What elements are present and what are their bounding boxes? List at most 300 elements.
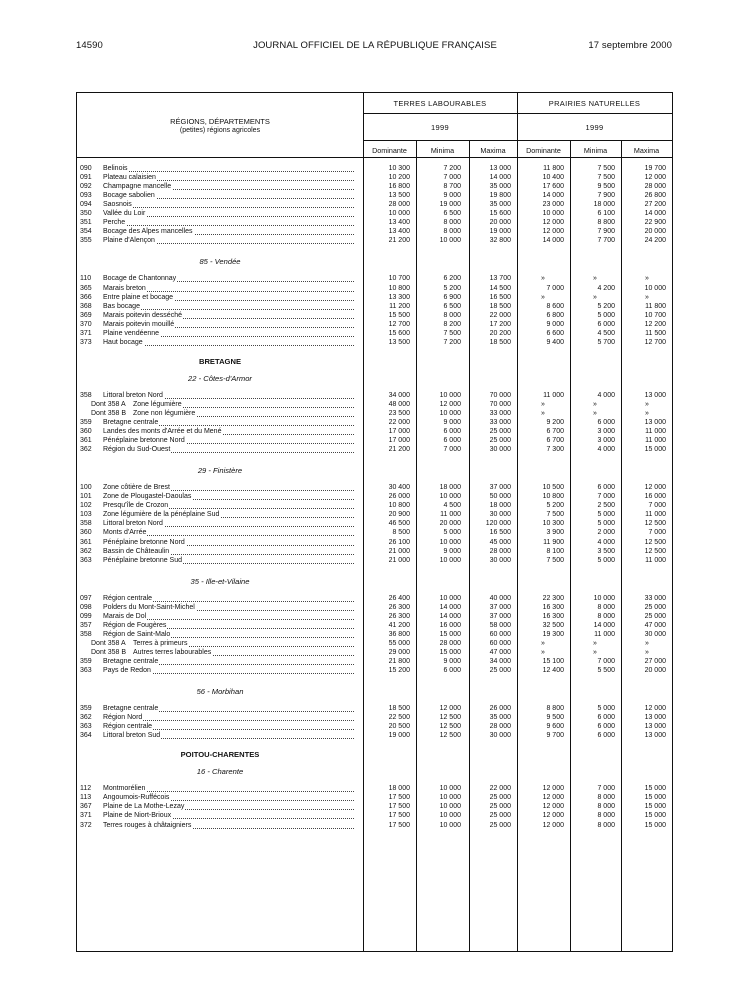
value-cell: 17 500: [388, 803, 410, 811]
region-code: 350: [80, 210, 92, 218]
value-cell: 26 400: [388, 594, 410, 602]
region-name: [103, 731, 358, 740]
region-name-text: Monts d'Arrée: [103, 529, 147, 537]
dot-leader: [103, 207, 354, 208]
region-name: [103, 784, 358, 793]
value-cell: 10 000: [593, 594, 615, 602]
region-code: 091: [80, 174, 92, 182]
value-cell: 21 800: [388, 658, 410, 665]
value-cell: 55 000: [388, 639, 410, 647]
region-code: 370: [80, 320, 92, 328]
value-cell: 17 500: [388, 812, 410, 820]
value-cell: »: [541, 648, 545, 656]
region-name: [103, 594, 358, 603]
value-cell: 17 600: [542, 183, 564, 191]
value-cell: 14 000: [644, 210, 666, 218]
value-cell: 10 000: [439, 594, 461, 602]
value-cell: 11 000: [645, 437, 666, 445]
value-cell: 47 000: [644, 621, 666, 629]
value-cell: 28 000: [388, 201, 410, 209]
region-name-text: Bassin de Châteaulin: [103, 547, 170, 555]
region-name-text: Plateau calaisien: [103, 174, 156, 182]
value-cell: 3 000: [597, 428, 615, 436]
value-cell: 10 700: [644, 311, 666, 319]
region-name-text: Zone légumière: [133, 400, 182, 408]
table-row: [77, 483, 672, 492]
table-row: [77, 501, 672, 510]
value-cell: 15 100: [542, 658, 564, 665]
value-cell: 12 500: [644, 547, 666, 555]
value-cell: 2 500: [597, 502, 615, 510]
value-cell: 3 500: [597, 547, 615, 555]
value-cell: 35 000: [489, 183, 511, 191]
table-row: [77, 811, 672, 820]
value-cell: 13 400: [388, 219, 410, 227]
value-cell: 15 000: [644, 821, 666, 829]
table-row: [77, 302, 672, 311]
region-code: 357: [80, 621, 92, 629]
value-cell: 9 000: [443, 658, 461, 665]
region-code: 101: [80, 493, 92, 501]
value-cell: 10 000: [439, 237, 461, 245]
value-cell: 10 000: [439, 391, 461, 399]
value-cell: 22 000: [489, 311, 511, 319]
value-cell: 11 900: [543, 538, 564, 546]
table-row: [77, 621, 672, 630]
value-cell: 45 000: [489, 538, 511, 546]
region-name: [103, 621, 358, 630]
value-cell: 10 300: [542, 520, 564, 528]
value-cell: 14 000: [489, 174, 511, 182]
region-name: [103, 793, 358, 802]
region-name-text: Pénéplaine bretonne Nord: [103, 437, 185, 445]
value-cell: 7 300: [546, 446, 564, 454]
value-cell: 36 800: [388, 630, 410, 638]
region-code: 362: [80, 547, 92, 555]
value-cell: 10 000: [439, 803, 461, 811]
region-name: [103, 519, 358, 528]
region-code: 358: [80, 630, 92, 638]
table-row: [77, 630, 672, 639]
value-cell: 10 200: [388, 174, 410, 182]
value-cell: 13 000: [644, 714, 666, 722]
region-name: [103, 338, 358, 347]
value-cell: 5 000: [597, 511, 615, 519]
table-row: [77, 311, 672, 320]
region-name: [103, 320, 358, 329]
value-cell: 12 000: [439, 400, 461, 408]
value-cell: 14 000: [439, 612, 461, 620]
table-row: [77, 594, 672, 603]
value-cell: 6 000: [443, 428, 461, 436]
region-code: 366: [80, 293, 92, 301]
department-heading: 29 - Finistère: [197, 466, 243, 476]
value-cell: 30 000: [644, 630, 666, 638]
table-row: [77, 409, 672, 418]
value-cell: 5 000: [597, 520, 615, 528]
value-cell: »: [541, 275, 545, 283]
value-cell: 6 000: [597, 419, 615, 426]
region-name: [103, 704, 358, 713]
value-cell: 15 000: [644, 785, 666, 793]
table-row: [77, 173, 672, 182]
value-cell: 9 500: [546, 714, 564, 722]
value-cell: 9 000: [443, 192, 461, 200]
region-name-text: Région de Fougères: [103, 621, 167, 629]
table-row: [77, 191, 672, 200]
header-rule: [77, 157, 672, 158]
region-name: [103, 418, 358, 427]
region-code: 351: [80, 219, 92, 227]
value-cell: 9 000: [443, 547, 461, 555]
value-cell: 12 500: [439, 714, 461, 722]
region-name-text: Bocage des Alpes mancelles: [103, 228, 193, 236]
region-code: 097: [80, 594, 92, 602]
value-cell: 16 800: [388, 183, 410, 191]
value-cell: 14 000: [542, 192, 564, 200]
value-cell: 12 000: [644, 174, 666, 182]
value-cell: 11 800: [645, 302, 666, 310]
table-row: [77, 666, 672, 675]
value-cell: 7 900: [597, 228, 615, 236]
region-name: [103, 492, 358, 501]
header-rule: [363, 113, 672, 114]
value-cell: 7 500: [443, 329, 461, 337]
region-name-text: Littoral breton Sud: [103, 732, 161, 740]
value-cell: 19 800: [489, 192, 511, 200]
region-name-text: Littoral breton Nord: [103, 520, 163, 528]
value-cell: 6 700: [546, 437, 564, 445]
region-name-text: Polders du Mont-Saint-Michel: [103, 603, 195, 611]
value-cell: 9 400: [546, 338, 564, 346]
value-cell: 11 000: [645, 511, 666, 519]
region-name: [133, 400, 358, 409]
value-cell: 5 200: [443, 284, 461, 292]
value-cell: 6 000: [597, 732, 615, 740]
header-rule: [363, 140, 672, 141]
table-row: [77, 200, 672, 209]
journal-title: JOURNAL OFFICIEL DE LA RÉPUBLIQUE FRANÇAISE: [253, 40, 497, 51]
department-heading: 85 - Vendée: [199, 257, 241, 267]
value-cell: 7 200: [443, 338, 461, 346]
value-cell: 18 500: [388, 705, 410, 713]
value-cell: 21 000: [388, 556, 410, 564]
table-row: [77, 793, 672, 802]
region-code: 368: [80, 302, 92, 310]
region-name-text: Entre plaine et bocage: [103, 293, 174, 301]
value-cell: 7 000: [597, 658, 615, 665]
region-name-text: Autres terres labourables: [133, 648, 212, 656]
value-cell: 15 000: [439, 648, 461, 656]
region-name: [103, 538, 358, 547]
value-cell: 10 800: [388, 502, 410, 510]
value-cell: »: [593, 275, 597, 283]
region-name: [103, 821, 358, 830]
region-name-text: Littoral breton Nord: [103, 391, 163, 399]
value-cell: 8 000: [597, 812, 615, 820]
table-row: [77, 722, 672, 731]
region-name-text: Vallée du Loir: [103, 210, 146, 218]
value-cell: 10 000: [439, 493, 461, 501]
region-code: 102: [80, 502, 92, 510]
region-code: 093: [80, 192, 92, 200]
value-cell: 8 200: [443, 320, 461, 328]
value-cell: 13 000: [644, 723, 666, 731]
value-cell: 11 000: [440, 511, 461, 519]
value-cell: 4 500: [443, 502, 461, 510]
value-cell: 9 600: [546, 723, 564, 731]
value-cell: 6 000: [443, 437, 461, 445]
region-name: [103, 218, 358, 227]
value-cell: 8 000: [597, 821, 615, 829]
value-cell: »: [645, 648, 649, 656]
value-cell: 13 000: [644, 732, 666, 740]
value-cell: 12 000: [439, 705, 461, 713]
value-cell: 12 700: [388, 320, 410, 328]
value-cell: 37 000: [489, 603, 511, 611]
region-name: [103, 445, 358, 454]
table-row: [77, 236, 672, 245]
value-cell: 26 000: [489, 705, 511, 713]
value-cell: 6 000: [597, 484, 615, 492]
value-cell: 34 000: [489, 658, 511, 665]
table-row: [77, 164, 672, 173]
value-cell: 48 000: [388, 400, 410, 408]
value-cell: 30 000: [489, 511, 511, 519]
value-cell: 40 000: [489, 594, 511, 602]
value-cell: 50 000: [489, 493, 511, 501]
region-name: [103, 722, 358, 731]
value-cell: 20 000: [489, 219, 511, 227]
value-cell: 22 000: [489, 785, 511, 793]
region-name-text: Angoumois-Ruffécois: [103, 794, 170, 802]
value-cell: 4 000: [597, 446, 615, 454]
region-name-text: Bretagne centrale: [103, 419, 159, 426]
region-name: [103, 284, 358, 293]
region-code: 358: [80, 520, 92, 528]
value-cell: 18 000: [388, 785, 410, 793]
value-cell: 26 800: [644, 192, 666, 200]
value-cell: 10 000: [439, 538, 461, 546]
table-row: [77, 436, 672, 445]
group-title-terres-labourables: TERRES LABOURABLES: [393, 99, 487, 108]
region-name-text: Marais breton: [103, 284, 146, 292]
value-cell: 35 000: [489, 714, 511, 722]
value-cell: 6 000: [597, 714, 615, 722]
table-row: [77, 284, 672, 293]
department-heading: 56 - Morbihan: [196, 687, 244, 697]
value-cell: 9 700: [546, 732, 564, 740]
region-name: [103, 236, 358, 245]
value-cell: 58 000: [489, 621, 511, 629]
dot-leader: [103, 171, 354, 172]
value-cell: 25 000: [644, 612, 666, 620]
region-code: 103: [80, 511, 92, 519]
region-name: [103, 713, 358, 722]
value-cell: 6 200: [443, 275, 461, 283]
value-cell: 30 400: [388, 484, 410, 492]
region-name: [103, 329, 358, 338]
value-cell: 14 000: [593, 621, 615, 629]
value-cell: 5 500: [597, 667, 615, 675]
value-cell: 30 000: [489, 556, 511, 564]
value-cell: 8 800: [597, 219, 615, 227]
value-cell: 6 800: [546, 311, 564, 319]
region-name: [133, 648, 358, 657]
region-name: [103, 612, 358, 621]
value-cell: 25 000: [489, 667, 511, 675]
group-year: 1999: [585, 123, 604, 132]
value-cell: »: [645, 639, 649, 647]
value-cell: 4 200: [597, 284, 615, 292]
region-code: 358: [80, 391, 92, 399]
region-code: Dont 358 A: [91, 400, 126, 408]
table-row: [77, 320, 672, 329]
value-cell: »: [593, 639, 597, 647]
region-code: 363: [80, 556, 92, 564]
region-name-text: Bas bocage: [103, 302, 140, 310]
value-cell: »: [593, 293, 597, 301]
region-name-text: Montmorélien: [103, 785, 146, 793]
value-cell: »: [593, 400, 597, 408]
region-code: 365: [80, 284, 92, 292]
value-cell: 6 000: [597, 320, 615, 328]
value-cell: 13 000: [644, 391, 666, 399]
value-cell: 10 500: [542, 484, 564, 492]
value-cell: 12 500: [439, 732, 461, 740]
value-cell: 12 200: [644, 320, 666, 328]
value-cell: 60 000: [489, 630, 511, 638]
region-code: 359: [80, 658, 92, 665]
region-name-text: Terres à primeurs: [133, 639, 188, 647]
region-code: 362: [80, 446, 92, 454]
region-name: [103, 811, 358, 820]
subcol-header: Maxima: [480, 146, 506, 155]
table-row: [77, 274, 672, 283]
value-cell: 16 500: [489, 293, 511, 301]
value-cell: 15 000: [644, 803, 666, 811]
table-row: [77, 802, 672, 811]
region-code: 371: [80, 812, 92, 820]
value-cell: 41 200: [388, 621, 410, 629]
value-cell: 10 300: [388, 165, 410, 172]
value-cell: 8 000: [443, 311, 461, 319]
value-cell: 19 000: [439, 201, 461, 209]
region-name-text: Haut bocage: [103, 338, 143, 346]
value-cell: 6 500: [443, 210, 461, 218]
value-cell: 2 000: [597, 529, 615, 537]
value-cell: 23 000: [542, 201, 564, 209]
region-name-text: Zone légumière de la pénéplaine Sud: [103, 511, 220, 519]
value-cell: 8 100: [546, 547, 564, 555]
value-cell: 12 000: [542, 812, 564, 820]
value-cell: »: [645, 400, 649, 408]
value-cell: 60 000: [489, 639, 511, 647]
value-cell: 34 000: [388, 391, 410, 399]
value-cell: 12 000: [542, 794, 564, 802]
region-code: 363: [80, 723, 92, 731]
value-cell: 15 000: [644, 446, 666, 454]
table-row: [77, 603, 672, 612]
value-cell: 13 300: [388, 293, 410, 301]
region-code: 098: [80, 603, 92, 611]
region-name: [103, 556, 358, 565]
region-name-text: Région Nord: [103, 714, 143, 722]
table-row: [77, 657, 672, 666]
value-cell: 19 000: [388, 732, 410, 740]
value-cell: »: [541, 639, 545, 647]
value-cell: 26 100: [388, 538, 410, 546]
subcol-header: Dominante: [372, 146, 407, 155]
value-cell: 7 200: [443, 165, 461, 172]
region-code: 362: [80, 714, 92, 722]
subcol-header: Minima: [583, 146, 608, 155]
value-cell: 18 000: [489, 502, 511, 510]
value-cell: 9 000: [443, 419, 461, 426]
value-cell: 19 300: [542, 630, 564, 638]
value-cell: 11 000: [645, 428, 666, 436]
value-cell: 13 000: [644, 419, 666, 426]
value-cell: 7 000: [597, 493, 615, 501]
region-code: 363: [80, 667, 92, 675]
table-row: [77, 528, 672, 537]
region-code: 099: [80, 612, 92, 620]
region-code: 355: [80, 237, 92, 245]
value-cell: 4 000: [597, 538, 615, 546]
region-name-text: Presqu'île de Crozon: [103, 502, 169, 510]
value-cell: 7 900: [597, 192, 615, 200]
value-cell: 25 000: [489, 821, 511, 829]
value-cell: 9 000: [546, 320, 564, 328]
value-cell: »: [541, 409, 545, 417]
value-cell: 15 600: [489, 210, 511, 218]
region-name: [103, 209, 358, 218]
value-cell: 13 500: [388, 338, 410, 346]
value-cell: 12 000: [644, 484, 666, 492]
region-code: 369: [80, 311, 92, 319]
table-row: [77, 492, 672, 501]
value-cell: 8 600: [546, 302, 564, 310]
value-cell: 12 500: [644, 520, 666, 528]
value-cell: 5 000: [597, 556, 615, 564]
value-cell: 13 500: [388, 192, 410, 200]
value-cell: 17 500: [388, 794, 410, 802]
region-name-text: Champagne mancelle: [103, 183, 172, 191]
table-row: [77, 784, 672, 793]
table-row: [77, 182, 672, 191]
value-cell: 8 000: [597, 803, 615, 811]
region-name: [103, 483, 358, 492]
table-row: [77, 445, 672, 454]
value-cell: 8 700: [443, 183, 461, 191]
region-name-text: Bretagne centrale: [103, 705, 159, 713]
value-cell: 16 300: [542, 603, 564, 611]
value-cell: 14 000: [542, 237, 564, 245]
value-cell: 20 200: [489, 329, 511, 337]
value-cell: 4 000: [597, 391, 615, 399]
value-cell: 26 300: [388, 603, 410, 611]
value-cell: 10 000: [439, 409, 461, 417]
value-cell: »: [645, 275, 649, 283]
group-year: 1999: [431, 123, 449, 132]
region-name-text: Pénéplaine bretonne Sud: [103, 556, 183, 564]
subcol-header: Minima: [430, 146, 455, 155]
region-name: [103, 164, 358, 173]
region-name: [103, 802, 358, 811]
value-cell: 27 000: [644, 658, 666, 665]
value-cell: 35 000: [489, 201, 511, 209]
value-cell: 46 500: [388, 520, 410, 528]
